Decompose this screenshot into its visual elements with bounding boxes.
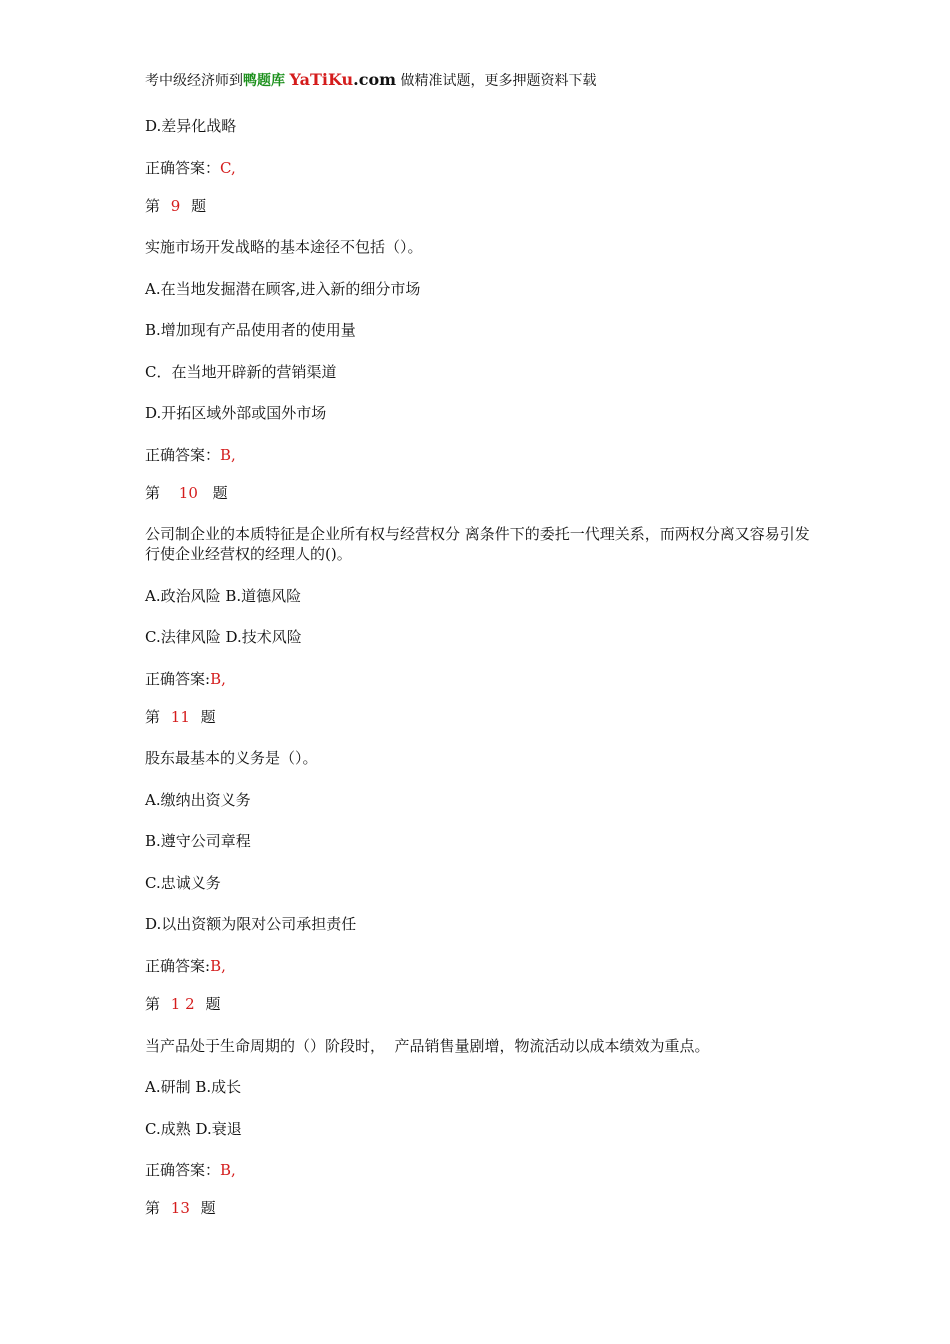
question-suffix: 题	[212, 484, 228, 502]
question-9-option-a: A.在当地发掘潜在顾客,进入新的细分市场	[145, 280, 421, 298]
question-10-answer	[145, 669, 226, 689]
brand-domain: .com	[353, 70, 397, 89]
question-13-number	[145, 1198, 216, 1218]
question-10-options-ab: A.政治风险 B.道德风险	[145, 587, 302, 605]
answer-label: 正确答案：	[145, 159, 221, 177]
question-9-answer	[145, 445, 236, 465]
question-10-stem: 公司制企业的本质特征是企业所有权与经营权分 离条件下的委托一代理关系，而两权分离又容易引发行使企业经营权的经理人的()。	[145, 525, 810, 563]
question-number: 13	[170, 1199, 190, 1217]
answer-value: B,	[220, 1161, 236, 1179]
question-9-number	[145, 196, 206, 216]
question-9-option-b: B.增加现有产品使用者的使用量	[145, 321, 356, 339]
header-suffix: 做精准试题，更多押题资料下载	[400, 73, 597, 89]
question-prefix: 第	[145, 1199, 161, 1217]
question-11-option-a: A.缴纳出资义务	[145, 791, 251, 809]
question-9-stem: 实施市场开发战略的基本途径不包括（）。	[145, 238, 423, 256]
question-12-options-cd: C.成熟 D.衰退	[145, 1120, 242, 1138]
question-11-answer	[145, 956, 226, 976]
question-prefix: 第	[145, 995, 161, 1013]
question-11-option-c: C.忠诚义务	[145, 874, 221, 892]
answer-value: B,	[220, 446, 236, 464]
prev-option-d: D.差异化战略	[145, 117, 237, 135]
answer-value: B,	[210, 670, 226, 688]
question-suffix: 题	[200, 1199, 216, 1217]
prev-answer	[145, 158, 236, 178]
answer-label: 正确答案:	[145, 670, 211, 688]
question-prefix: 第	[145, 484, 161, 502]
answer-value: B,	[210, 957, 226, 975]
header-prefix: 考中级经济师到	[145, 73, 243, 89]
question-10-number	[145, 483, 228, 503]
answer-label: 正确答案:	[145, 957, 211, 975]
question-number: 10	[178, 484, 198, 502]
question-number: 9	[170, 197, 181, 215]
question-12-answer	[145, 1160, 236, 1180]
question-11-option-b: B.遵守公司章程	[145, 832, 251, 850]
question-12-stem: 当产品处于生命周期的（）阶段时， 产品销售量剧增，物流活动以成本绩效为重点。	[145, 1037, 710, 1055]
answer-value: C,	[220, 159, 236, 177]
brand-name-cn: 鸭题库	[243, 73, 285, 89]
question-9-option-d: D.开拓区域外部或国外市场	[145, 404, 327, 422]
question-11-stem: 股东最基本的义务是（）。	[145, 749, 318, 767]
question-10-options-cd: C.法律风险 D.技术风险	[145, 628, 302, 646]
question-prefix: 第	[145, 708, 161, 726]
question-number: 11	[170, 708, 190, 726]
question-12-number	[145, 994, 220, 1014]
page-header	[145, 70, 597, 90]
answer-label: 正确答案：	[145, 446, 221, 464]
question-suffix: 题	[191, 197, 207, 215]
question-suffix: 题	[200, 708, 216, 726]
question-11-option-d: D.以出资额为限对公司承担责任	[145, 915, 357, 933]
question-prefix: 第	[145, 197, 161, 215]
brand-name-en: YaTiKu	[289, 70, 354, 89]
question-9-option-c: C．在当地开辟新的营销渠道	[145, 363, 337, 381]
question-11-number	[145, 707, 216, 727]
question-number: 1 2	[170, 995, 195, 1013]
question-12-options-ab: A.研制 B.成长	[145, 1078, 242, 1096]
question-suffix: 题	[205, 995, 221, 1013]
answer-label: 正确答案：	[145, 1161, 221, 1179]
